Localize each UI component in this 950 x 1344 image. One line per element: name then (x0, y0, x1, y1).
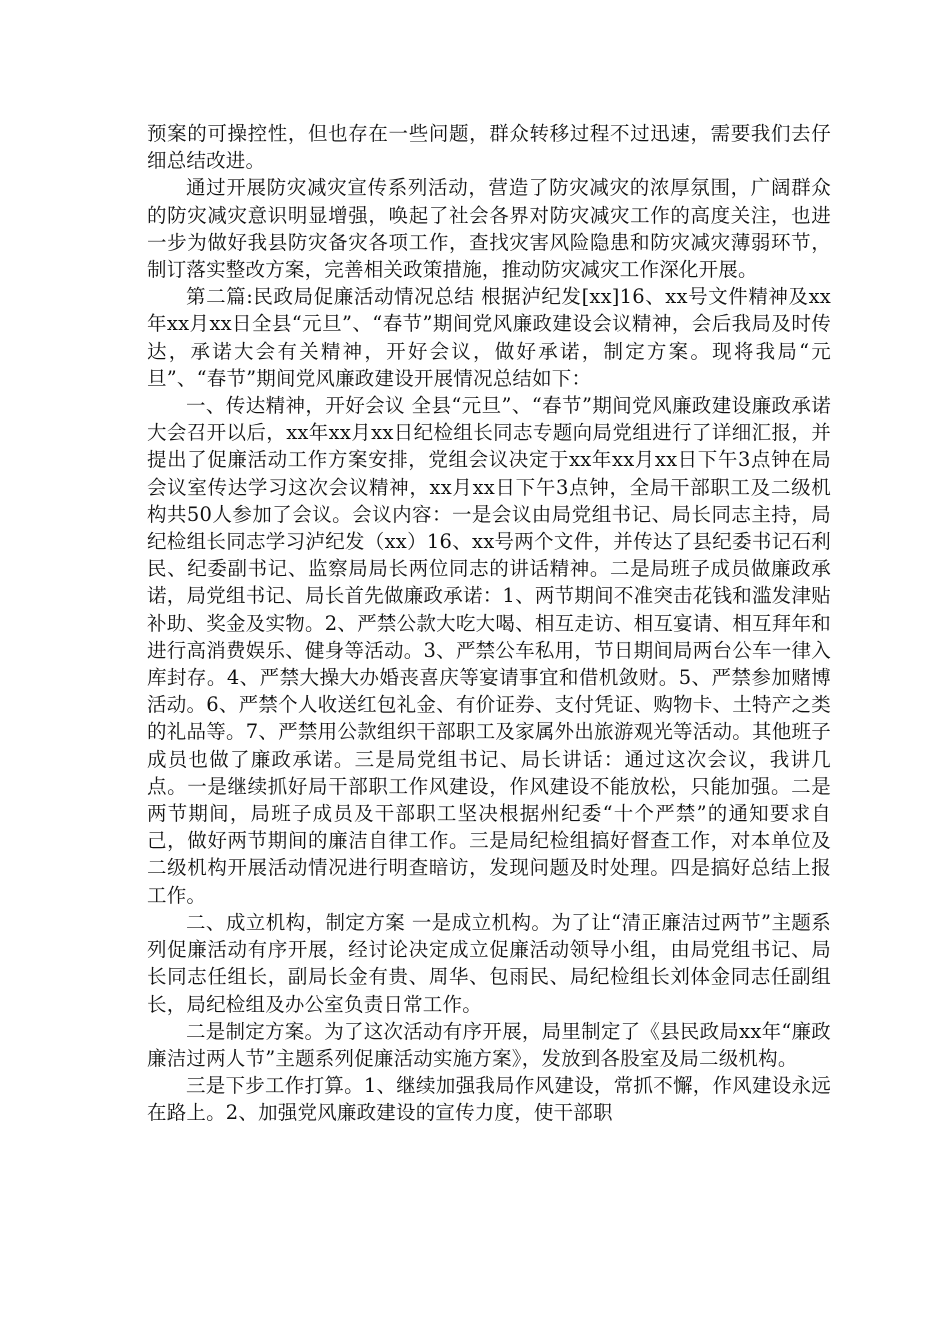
paragraph-3: 第二篇:民政局促廉活动情况总结 根据泸纪发[xx]16、xx号文件精神及xx年xx月xx日全县“元旦”、“春节”期间党风廉政建设会议精神，会后我局及时传达，承诺大会有关精神，开好会议，做好承诺，制定方案。现将我局“元旦”、“春节”期间党风廉政建设开展情况总结如下： (147, 285, 831, 390)
paragraph-4: 一、传达精神，开好会议 全县“元旦”、“春节”期间党风廉政建设廉政承诺大会召开以后，xx年xx月xx日纪检组长同志专题向局党组进行了详细汇报，并提出了促廉活动工作方案安排，党组会议决定于xx年xx月xx日下午3点钟在局会议室传达学习这次会议精神，xx月xx日下午3点钟，全局干部职工及二级机构共50人参加了会议。会议内容：一是会议由局党组书记、局长同志主持，局纪检组长同志学习泸纪发（xx）16、xx号两个文件，并传达了县纪委书记石利民、纪委副书记、监察局局长两位同志的讲话精神。二是局班子成员做廉政承诺，局党组书记、局长首先做廉政承诺：1、两节期间不准突击花钱和滥发津贴补助、奖金及实物。2、严禁公款大吃大喝、相互走访、相互宴请、相互拜年和进行高消费娱乐、健身等活动。3、严禁公车私用，节日期间局两台公车一律入库封存。4、严禁大操大办婚丧喜庆等宴请事宜和借机敛财。5、严禁参加赌博活动。6、严禁个人收送红包礼金、有价证券、支付凭证、购物卡、土特产之类的礼品等。7、严禁用公款组织干部职工及家属外出旅游观光等活动。其他班子成员也做了廉政承诺。三是局党组书记、局长讲话：通过这次会议，我讲几点。一是继续抓好局干部职工作风建设，作风建设不能放松，只能加强。二是两节期间，局班子成员及干部职工坚决根据州纪委“十个严禁”的通知要求自己，做好两节期间的廉洁自律工作。三是局纪检组搞好督查工作，对本单位及二级机构开展活动情况进行明查暗访，发现问题及时处理。四是搞好总结上报工作。 (147, 394, 831, 907)
paragraph-7: 三是下步工作打算。1、继续加强我局作风建设，常抓不懈，作风建设永远在路上。2、加强党风廉政建设的宣传力度，使干部职 (147, 1074, 831, 1125)
document-body (147, 120, 831, 1127)
paragraph-2: 通过开展防灾减灾宣传系列活动，营造了防灾减灾的浓厚氛围，广阔群众的防灾减灾意识明显增强，唤起了社会各界对防灾减灾工作的高度关注，也进一步为做好我县防灾备灾各项工作，查找灾害风险隐患和防灾减灾薄弱环节，制订落实整改方案，完善相关政策措施，推动防灾减灾工作深化开展。 (147, 176, 831, 282)
paragraph-6: 二是制定方案。为了这次活动有序开展，局里制定了《县民政局xx年“廉政廉洁过两人节”主题系列促廉活动实施方案》，发放到各股室及局二级机构。 (147, 1019, 831, 1070)
paragraph-5: 二、成立机构，制定方案 一是成立机构。为了让“清正廉洁过两节”主题系列促廉活动有序开展，经讨论决定成立促廉活动领导小组，由局党组书记、局长同志任组长，副局长金有贵、周华、包雨民、局纪检组长刘体金同志任副组长，局纪检组及办公室负责日常工作。 (147, 910, 831, 1016)
paragraph-1: 预案的可操控性，但也存在一些问题，群众转移过程不过迅速，需要我们去仔细总结改进。 (147, 122, 831, 173)
